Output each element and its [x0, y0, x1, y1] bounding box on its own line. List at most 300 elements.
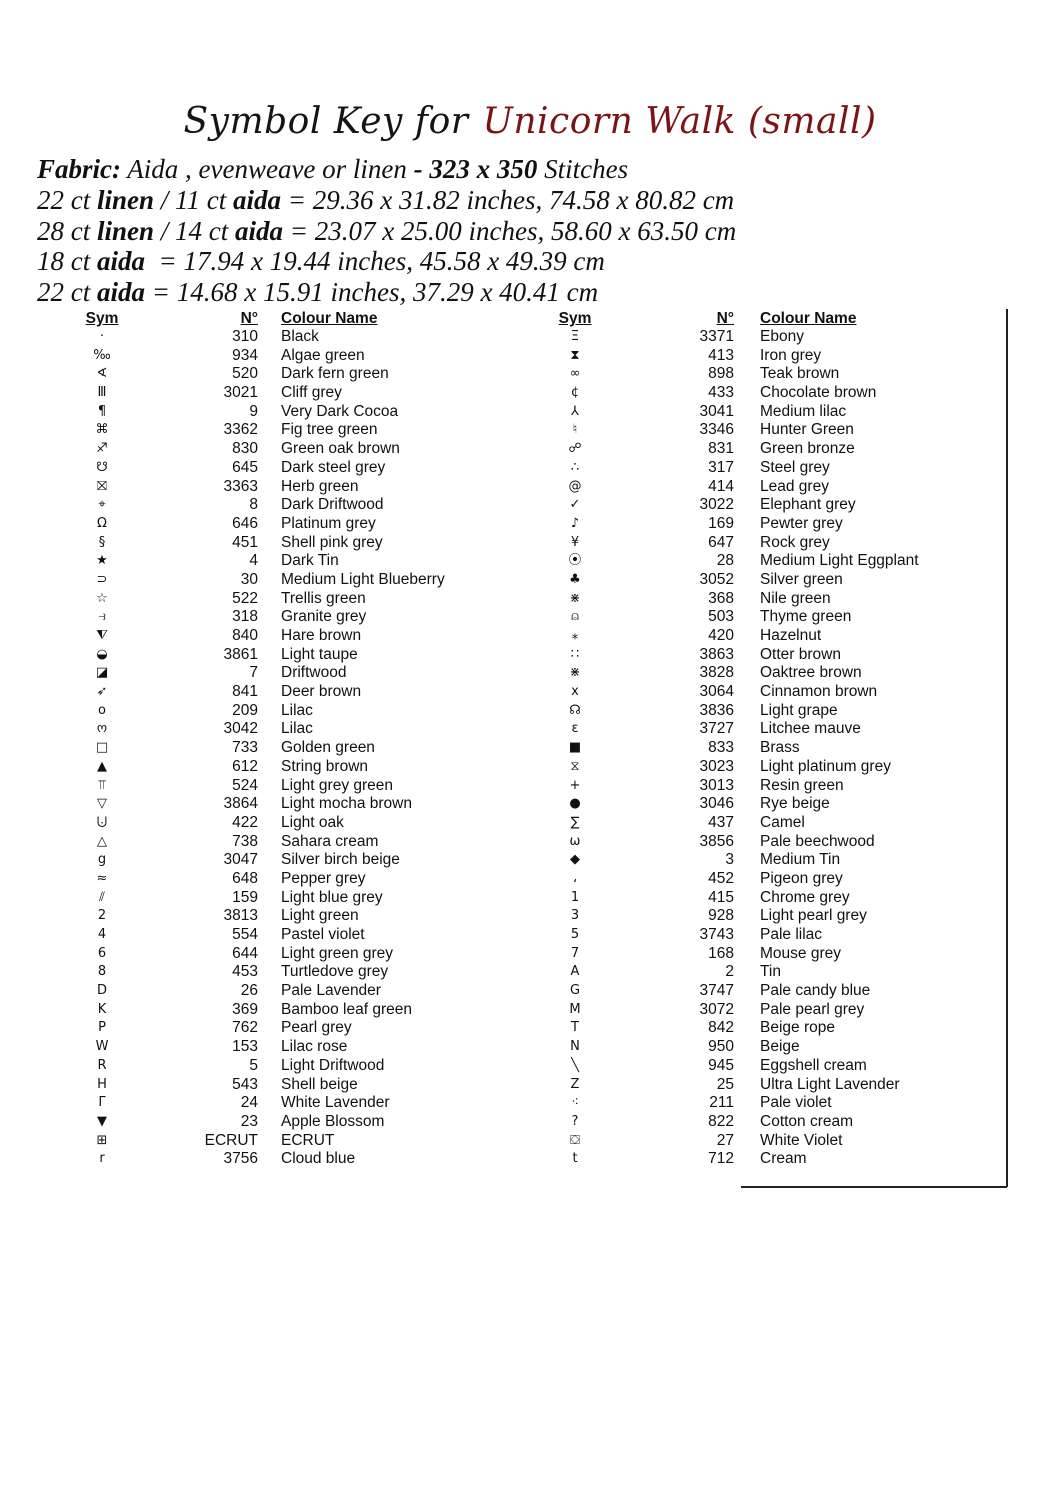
stitch-count: 323 x 350: [429, 154, 538, 184]
colour-name: Golden green: [281, 739, 375, 757]
colour-name: Pale lilac: [760, 926, 823, 943]
colour-name: Silver green: [760, 570, 843, 588]
floss-number: 898: [708, 365, 734, 383]
colour-name: White Lavender: [281, 1094, 390, 1112]
colour-name: Shell pink grey: [281, 533, 383, 551]
floss-number: 24: [240, 1094, 258, 1112]
colour-name: Medium Light Eggplant: [760, 552, 919, 570]
key-row: [540, 926, 1010, 945]
floss-number: 26: [240, 982, 258, 1000]
floss-number: 3363: [223, 477, 258, 495]
m-curl-symbol-icon: ო: [96, 721, 108, 737]
floss-number: 3042: [223, 720, 258, 738]
letter-h-symbol-icon: H: [97, 1076, 107, 1092]
digit-2-symbol-icon: 2: [97, 908, 107, 924]
colour-name: Light pearl grey: [760, 907, 867, 925]
floss-number: 945: [708, 1056, 734, 1074]
key-row: [70, 590, 490, 609]
floss-number: 503: [708, 608, 734, 626]
key-row: [70, 1019, 490, 1038]
pattern-name: Unicorn Walk (small): [482, 101, 877, 142]
black-triangle-symbol-icon: ▲: [97, 758, 107, 774]
floss-number: 5: [249, 1056, 258, 1074]
key-row: [540, 1150, 1010, 1169]
key-row: [70, 1057, 490, 1076]
floss-number: 762: [232, 1019, 258, 1037]
floss-number: 27: [716, 1131, 734, 1149]
ascending-node-symbol-icon: ☊: [569, 702, 581, 718]
fabric-label: Fabric:: [37, 154, 121, 184]
natural-sign-symbol-icon: ♮: [572, 422, 578, 438]
key-row: [540, 945, 1010, 964]
floss-number: 414: [708, 477, 734, 495]
border-bottom: [741, 1186, 1007, 1188]
colour-name: Black: [281, 328, 319, 345]
colour-name: Fig tree green: [281, 421, 378, 439]
floss-number: 2: [725, 963, 734, 981]
colour-name: Light mocha brown: [281, 795, 412, 813]
floss-number: 738: [232, 832, 258, 850]
epsilon-symbol-icon: ε: [571, 721, 579, 737]
digit-6-symbol-icon: 6: [97, 945, 107, 961]
colour-name: Steel grey: [760, 458, 830, 476]
key-row: [540, 440, 1010, 459]
letter-r-symbol-icon: R: [97, 1057, 107, 1073]
digit-5-symbol-icon: 5: [570, 927, 580, 942]
key-row: [70, 328, 490, 347]
key-row: [70, 739, 490, 758]
floss-number: 822: [708, 1112, 734, 1130]
colour-name: Pale candy blue: [760, 982, 871, 1000]
key-row: [70, 347, 490, 366]
colour-name: Pale pearl grey: [760, 1000, 865, 1018]
symbol-key-right-column: [540, 309, 1010, 1169]
descending-node-symbol-icon: ☋: [96, 459, 108, 475]
key-row: [540, 328, 1010, 347]
floss-number: 433: [708, 384, 734, 402]
floss-number: 3072: [699, 1000, 734, 1018]
floss-number: 830: [232, 440, 258, 458]
colour-name: Light taupe: [281, 645, 358, 663]
floss-number: 733: [232, 739, 258, 757]
key-row: [70, 552, 490, 571]
dot-symbol-icon: ·: [99, 329, 105, 344]
floss-number: 169: [708, 514, 734, 532]
boxed-heart-symbol-icon: ⛋: [570, 1132, 580, 1148]
floss-number: 3: [725, 851, 734, 869]
colour-name: Silver birch beige: [281, 851, 400, 869]
colour-name: Turtledove grey: [281, 963, 389, 981]
boxed-star-symbol-icon: ⛝: [97, 478, 107, 494]
floss-number: 168: [708, 944, 734, 962]
key-row: [540, 515, 1010, 534]
floss-number: 645: [232, 458, 258, 476]
floss-number: 369: [232, 1000, 258, 1018]
colour-name: Light Driftwood: [281, 1056, 385, 1074]
colour-name: Hare brown: [281, 627, 362, 644]
key-row: [70, 1076, 490, 1095]
colour-name: Green bronze: [760, 440, 855, 458]
floss-number: 3046: [699, 795, 734, 813]
backslash-symbol-icon: ╲: [571, 1057, 579, 1073]
key-row: [70, 646, 490, 665]
key-row: [70, 515, 490, 534]
fabric-specs: [37, 154, 1017, 308]
section-symbol-icon: §: [98, 534, 106, 550]
header-colour-name: Colour Name: [281, 310, 378, 327]
colour-name: Algae green: [281, 346, 365, 364]
header-number: N°: [240, 310, 258, 327]
floss-number: 3727: [699, 720, 734, 738]
floss-number: 840: [232, 627, 258, 644]
key-row: [540, 365, 1010, 384]
floss-number: 3747: [699, 982, 734, 1000]
floss-number: 647: [708, 533, 734, 551]
colour-name: Light green grey: [281, 944, 394, 962]
key-row: [540, 870, 1010, 889]
key-row: [540, 478, 1010, 497]
key-row: [540, 403, 1010, 422]
therefore-symbol-icon: ∴: [570, 459, 580, 475]
down-triangle-half-symbol-icon: ⧨: [96, 628, 108, 643]
key-row: [70, 851, 490, 870]
colour-name: Hazelnut: [760, 627, 822, 644]
roman-three-symbol-icon: Ⅲ: [97, 385, 107, 401]
letter-p-symbol-icon: P: [98, 1020, 106, 1036]
colour-name: Bamboo leaf green: [281, 1000, 412, 1018]
question-symbol-icon: ?: [571, 1113, 579, 1129]
colour-name: Light platinum grey: [760, 757, 891, 775]
colour-name: Beige: [760, 1038, 800, 1056]
floss-number: 950: [708, 1038, 734, 1056]
reversed-comma-symbol-icon: ،: [572, 870, 578, 886]
colour-name: ECRUT: [281, 1131, 335, 1149]
size-line: 28 ct linen / 14 ct aida = 23.07 x 25.00 inches, 58.60 x 63.50 cm: [37, 215, 737, 246]
key-row: [540, 963, 1010, 982]
colour-name: Pewter grey: [760, 514, 843, 532]
key-header: [70, 309, 490, 328]
size-line: 22 ct linen / 11 ct aida = 29.36 x 31.82 inches, 74.58 x 80.82 cm: [37, 184, 735, 215]
per-mille-symbol-icon: ‰: [93, 347, 111, 363]
key-row: [70, 440, 490, 459]
floss-number: 833: [708, 739, 734, 757]
colour-name: Cloud blue: [281, 1150, 356, 1168]
infinity-symbol-icon: ∞: [569, 366, 581, 382]
colour-name: Dark Tin: [281, 552, 339, 570]
symbol-key-left-column: [70, 309, 490, 1169]
key-row: [70, 720, 490, 739]
floss-number: 3023: [699, 757, 734, 775]
colour-name: Tin: [760, 963, 781, 981]
key-row: [70, 627, 490, 646]
floss-number: 413: [708, 346, 734, 364]
key-row: [70, 833, 490, 852]
floss-number: 842: [708, 1019, 734, 1037]
colour-name: Medium Light Blueberry: [281, 570, 445, 588]
key-row: [540, 982, 1010, 1001]
key-row: [70, 1113, 490, 1132]
colour-name: Lilac: [281, 701, 313, 719]
colour-name: Very Dark Cocoa: [281, 402, 399, 420]
letter-m-symbol-icon: M: [569, 1001, 581, 1017]
key-row: [540, 1076, 1010, 1095]
floss-number: 3041: [699, 402, 734, 420]
hourglass-black-symbol-icon: ⧗: [570, 347, 580, 363]
omega-symbol-icon: Ω: [97, 515, 107, 531]
floss-number: ECRUT: [204, 1131, 258, 1149]
arrow-sagittarius-symbol-icon: ♐: [96, 441, 108, 457]
floss-number: 934: [232, 346, 258, 364]
colour-name: Cinnamon brown: [760, 683, 878, 701]
key-row: [70, 777, 490, 796]
floss-number: 712: [708, 1150, 734, 1168]
boxed-plus-symbol-icon: ⊞: [96, 1132, 108, 1148]
xi-symbol-icon: Ξ: [570, 329, 580, 344]
colour-name: Brass: [760, 739, 800, 757]
yen-symbol-icon: ¥: [570, 534, 580, 550]
key-row: [540, 571, 1010, 590]
proportion-symbol-icon: ∷: [570, 646, 580, 662]
key-row: [540, 384, 1010, 403]
floss-number: 310: [232, 328, 258, 345]
key-row: [70, 534, 490, 553]
colour-name: Platinum grey: [281, 514, 376, 532]
gamma-symbol-icon: Γ: [98, 1095, 106, 1111]
colour-name: Dark Driftwood: [281, 496, 384, 514]
letter-r-lower-symbol-icon: r: [99, 1151, 105, 1167]
key-row: [540, 683, 1010, 702]
cent-symbol-icon: ¢: [570, 385, 580, 401]
floss-number: 646: [232, 514, 258, 532]
key-row: [540, 421, 1010, 440]
floss-number: 543: [232, 1075, 258, 1093]
tripod-symbol-icon: ⅄: [571, 403, 579, 419]
x-dotted-symbol-icon: ⋇: [569, 665, 581, 681]
key-row: [540, 590, 1010, 609]
floss-number: 7: [249, 664, 258, 682]
black-circle-symbol-icon: ●: [569, 796, 581, 812]
key-row: [540, 702, 1010, 721]
key-row: [540, 833, 1010, 852]
key-row: [70, 982, 490, 1001]
colour-name: Rye beige: [760, 795, 830, 813]
approx-symbol-icon: ≈: [96, 870, 108, 886]
colour-name: Pepper grey: [281, 869, 366, 887]
colour-name: Nile green: [760, 589, 831, 607]
crosshair-symbol-icon: ⌖: [98, 497, 106, 513]
key-row: [70, 1132, 490, 1151]
letter-n-symbol-icon: N: [570, 1039, 580, 1055]
letter-k-symbol-icon: K: [97, 1001, 107, 1017]
double-slash-symbol-icon: ⫽: [99, 889, 105, 905]
black-down-triangle-symbol-icon: ▼: [97, 1113, 107, 1129]
colour-name: Sahara cream: [281, 832, 379, 850]
colour-name: Teak brown: [760, 365, 840, 383]
floss-number: 28: [716, 552, 734, 570]
colour-name: Shell beige: [281, 1075, 358, 1093]
key-row: [540, 1094, 1010, 1113]
header-sym: Sym: [558, 310, 592, 327]
floss-number: 451: [232, 533, 258, 551]
floss-number: 422: [232, 813, 258, 831]
floss-number: 3022: [699, 496, 734, 514]
fabric-line: Fabric: Aida , evenweave or linen - 323 x 350 Stitches: [37, 154, 629, 184]
key-row: [70, 758, 490, 777]
floss-number: 3346: [699, 421, 734, 439]
letter-z-symbol-icon: Z: [570, 1076, 580, 1092]
floss-number: 3828: [699, 664, 734, 682]
floss-number: 437: [708, 813, 734, 831]
key-row: [70, 795, 490, 814]
key-row: [70, 365, 490, 384]
key-row: [540, 795, 1010, 814]
colour-name: Eggshell cream: [760, 1056, 867, 1074]
letter-d-symbol-icon: D: [96, 983, 107, 999]
colour-name: Elephant grey: [760, 496, 856, 514]
key-row: [540, 608, 1010, 627]
floss-number: 153: [232, 1038, 258, 1056]
colour-name: Cliff grey: [281, 384, 342, 402]
key-row: [540, 1019, 1010, 1038]
key-row: [70, 1001, 490, 1020]
white-triangle-symbol-icon: △: [97, 833, 107, 849]
key-row: [70, 926, 490, 945]
colour-name: Light oak: [281, 813, 344, 831]
colour-name: Pale Lavender: [281, 982, 381, 1000]
colour-name: Pale violet: [760, 1094, 832, 1112]
colour-name: Deer brown: [281, 683, 362, 701]
floss-number: 420: [708, 627, 734, 644]
letter-t-symbol-icon: T: [571, 1020, 579, 1036]
key-row: [70, 907, 490, 926]
colour-name: Lilac: [281, 720, 313, 738]
key-row: [70, 702, 490, 721]
letter-t-lower-symbol-icon: t: [572, 1151, 578, 1167]
half-square-symbol-icon: ◪: [95, 665, 109, 681]
key-header: [540, 309, 1010, 328]
colour-name: Iron grey: [760, 346, 822, 364]
floss-number: 317: [708, 458, 734, 476]
digit-7-symbol-icon: 7: [570, 945, 580, 961]
floss-number: 211: [709, 1094, 734, 1112]
letter-g-symbol-icon: g: [97, 852, 107, 868]
floss-number: 3362: [223, 421, 258, 439]
floss-number: 3756: [223, 1150, 258, 1168]
key-row: [540, 720, 1010, 739]
key-row: [540, 889, 1010, 908]
floss-number: 415: [708, 888, 734, 906]
three-dot-symbol-icon: ⁖: [571, 1095, 579, 1111]
key-row: [70, 459, 490, 478]
command-symbol-icon: ⌘: [95, 422, 109, 438]
letter-g-upper-symbol-icon: G: [569, 983, 581, 999]
colour-name: Chrome grey: [760, 888, 850, 906]
letter-o-symbol-icon: o: [98, 702, 106, 718]
key-row: [540, 534, 1010, 553]
key-row: [70, 963, 490, 982]
colour-name: White Violet: [760, 1131, 843, 1149]
sigma-symbol-icon: ∑: [570, 814, 580, 830]
arch-dot-symbol-icon: ⍝: [571, 609, 579, 625]
colour-name: Granite grey: [281, 608, 367, 626]
floss-number: 25: [716, 1075, 734, 1093]
key-row: [540, 851, 1010, 870]
floss-number: 3743: [699, 926, 734, 943]
digit-3-symbol-icon: 3: [570, 908, 580, 924]
floss-number: 159: [232, 888, 258, 906]
omega-lower-symbol-icon: ω: [569, 833, 581, 849]
floss-number: 452: [708, 869, 734, 887]
colour-name: Hunter Green: [760, 421, 854, 439]
colour-name: Oaktree brown: [760, 664, 862, 682]
size-line: 22 ct aida = 14.68 x 15.91 inches, 37.29 x 40.41 cm: [37, 277, 599, 308]
floss-number: 3863: [699, 645, 734, 663]
black-star-symbol-icon: ★: [96, 553, 108, 569]
colour-name: Cream: [760, 1150, 807, 1168]
colour-name: Thyme green: [760, 608, 852, 626]
digit-1-symbol-icon: 1: [570, 889, 580, 905]
header-colour-name: Colour Name: [760, 310, 857, 327]
key-row: [70, 478, 490, 497]
fishtail-symbol-icon: ⥽: [98, 609, 106, 625]
colour-name: String brown: [281, 757, 369, 775]
colour-name: Resin green: [760, 776, 844, 794]
floss-number: 368: [708, 589, 734, 607]
key-row: [540, 552, 1010, 571]
check-symbol-icon: ✓: [569, 497, 581, 513]
letter-w-symbol-icon: W: [95, 1039, 109, 1055]
colour-name: Beige rope: [760, 1019, 835, 1037]
colour-name: Pigeon grey: [760, 869, 843, 887]
at-symbol-icon: @: [568, 478, 582, 494]
floss-number: 3052: [699, 570, 734, 588]
colour-name: Litchee mauve: [760, 720, 861, 738]
key-row: [70, 384, 490, 403]
colour-name: Driftwood: [281, 664, 347, 682]
floss-number: 3813: [223, 907, 258, 925]
opposition-symbol-icon: ☍: [568, 441, 582, 457]
letter-a-symbol-icon: A: [570, 964, 580, 980]
key-row: [540, 1057, 1010, 1076]
key-row: [70, 1094, 490, 1113]
black-square-symbol-icon: ■: [568, 740, 582, 756]
title-prefix: Symbol Key for: [183, 101, 469, 142]
colour-name: Pastel violet: [281, 926, 365, 943]
floss-number: 9: [249, 402, 258, 420]
colour-name: Cotton cream: [760, 1112, 854, 1130]
key-row: [540, 907, 1010, 926]
dotted-cup-symbol-icon: ⨃: [96, 814, 108, 830]
small-square-symbol-icon: □: [95, 740, 109, 756]
key-row: [70, 664, 490, 683]
circled-dot-symbol-icon: ⦿: [568, 553, 582, 569]
colour-name: Pale beechwood: [760, 832, 875, 850]
floss-number: 209: [232, 701, 258, 719]
colour-name: Lilac rose: [281, 1038, 348, 1056]
colour-name: Light grey green: [281, 776, 394, 794]
key-row: [70, 945, 490, 964]
colour-name: Green oak brown: [281, 440, 400, 458]
colour-name: Otter brown: [760, 645, 841, 663]
floss-number: 644: [232, 944, 258, 962]
colour-name: Pearl grey: [281, 1019, 352, 1037]
key-row: [540, 347, 1010, 366]
border-right: [1006, 309, 1008, 1187]
colour-name: Light blue grey: [281, 888, 383, 906]
floss-number: 4: [249, 552, 258, 570]
letter-x-symbol-icon: x: [571, 684, 579, 700]
header-sym: Sym: [85, 310, 119, 327]
